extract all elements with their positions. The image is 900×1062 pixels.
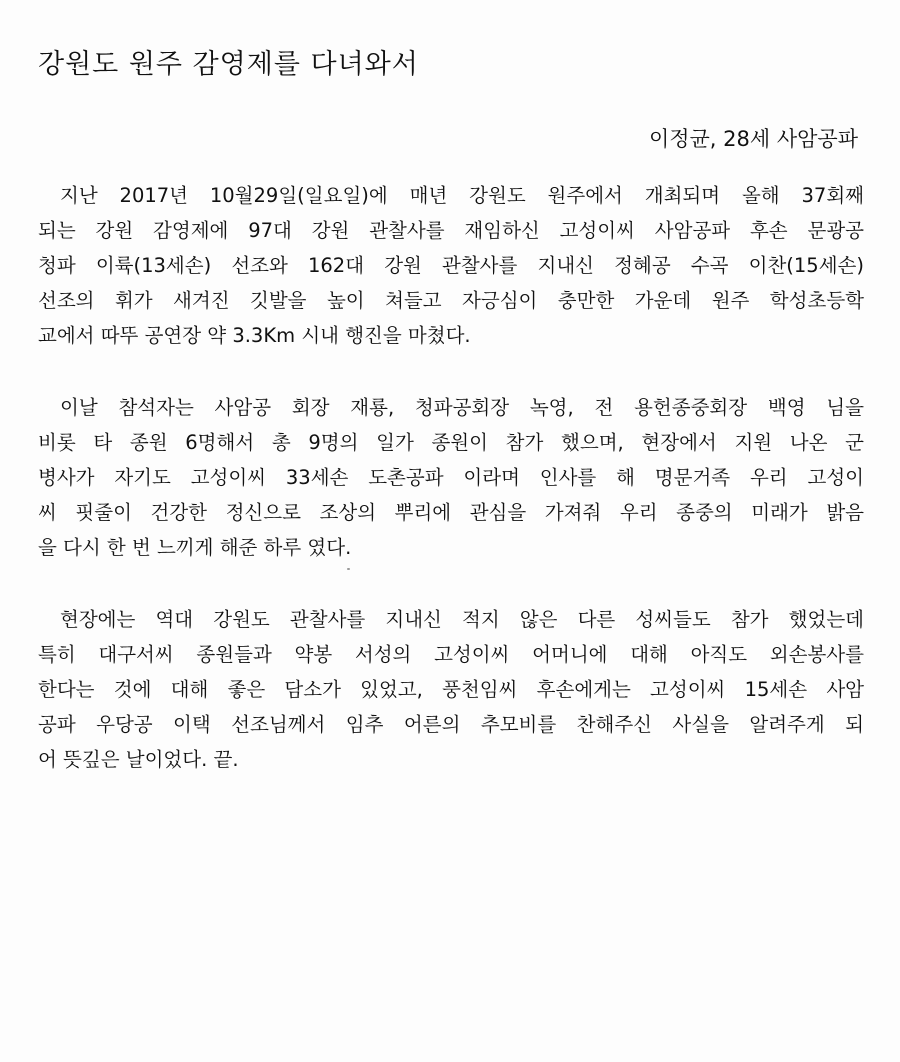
text-line: 교에서 따뚜 공연장 약 3.3Km 시내 행진을 마쳤다. [38,324,471,347]
scan-speck [347,568,350,570]
paragraph-3 [38,602,864,777]
text-line: 청파 이륙(13세손) 선조와 162대 강원 관찰사를 지내신 정혜공 수곡 이찬(15세손) [38,254,864,277]
text-line: 되는 강원 감영제에 97대 강원 관찰사를 재임하신 고성이씨 사암공파 후손 문광공 [38,219,864,242]
document-title: 강원도 원주 감영제를 다녀와서 [38,49,419,80]
paragraph-2 [38,390,864,565]
document-body [38,178,864,814]
text-line: 공파 우당공 이택 선조님께서 임추 어른의 추모비를 찬해주신 사실을 알려주게 되 [38,713,864,736]
text-line: 현장에는 역대 강원도 관찰사를 지내신 적지 않은 다른 성씨들도 참가 했었는데 [60,608,864,631]
text-line: 비롯 타 종원 6명해서 총 9명의 일가 종원이 참가 했으며, 현장에서 지원 나온 군 [38,431,864,454]
text-line: 한다는 것에 대해 좋은 담소가 있었고, 풍천임씨 후손에게는 고성이씨 15세손 사암 [38,678,864,701]
text-line: 이날 참석자는 사암공 회장 재룡, 청파공회장 녹영, 전 용헌종중회장 백영 님을 [60,396,864,419]
paragraph-1 [38,178,864,353]
text-line: 특히 대구서씨 종원들과 약봉 서성의 고성이씨 어머니에 대해 아직도 외손봉사를 [38,643,864,666]
text-line: 씨 핏줄이 건강한 정신으로 조상의 뿌리에 관심을 가져줘 우리 종중의 미래가 밝음 [38,501,864,524]
text-line: 선조의 휘가 새겨진 깃발을 높이 쳐들고 자긍심이 충만한 가운데 원주 학성초등학 [38,289,864,312]
text-line: 병사가 자기도 고성이씨 33세손 도촌공파 이라며 인사를 해 명문거족 우리 고성이 [38,466,864,489]
author-byline: 이정균, 28세 사암공파 [648,127,858,151]
text-line: 지난 2017년 10월29일(일요일)에 매년 강원도 원주에서 개최되며 올해 37회째 [60,184,864,207]
text-line: 을 다시 한 번 느끼게 해준 하루 였다. [38,536,352,559]
text-line: 어 뜻깊은 날이었다. 끝. [38,748,239,771]
